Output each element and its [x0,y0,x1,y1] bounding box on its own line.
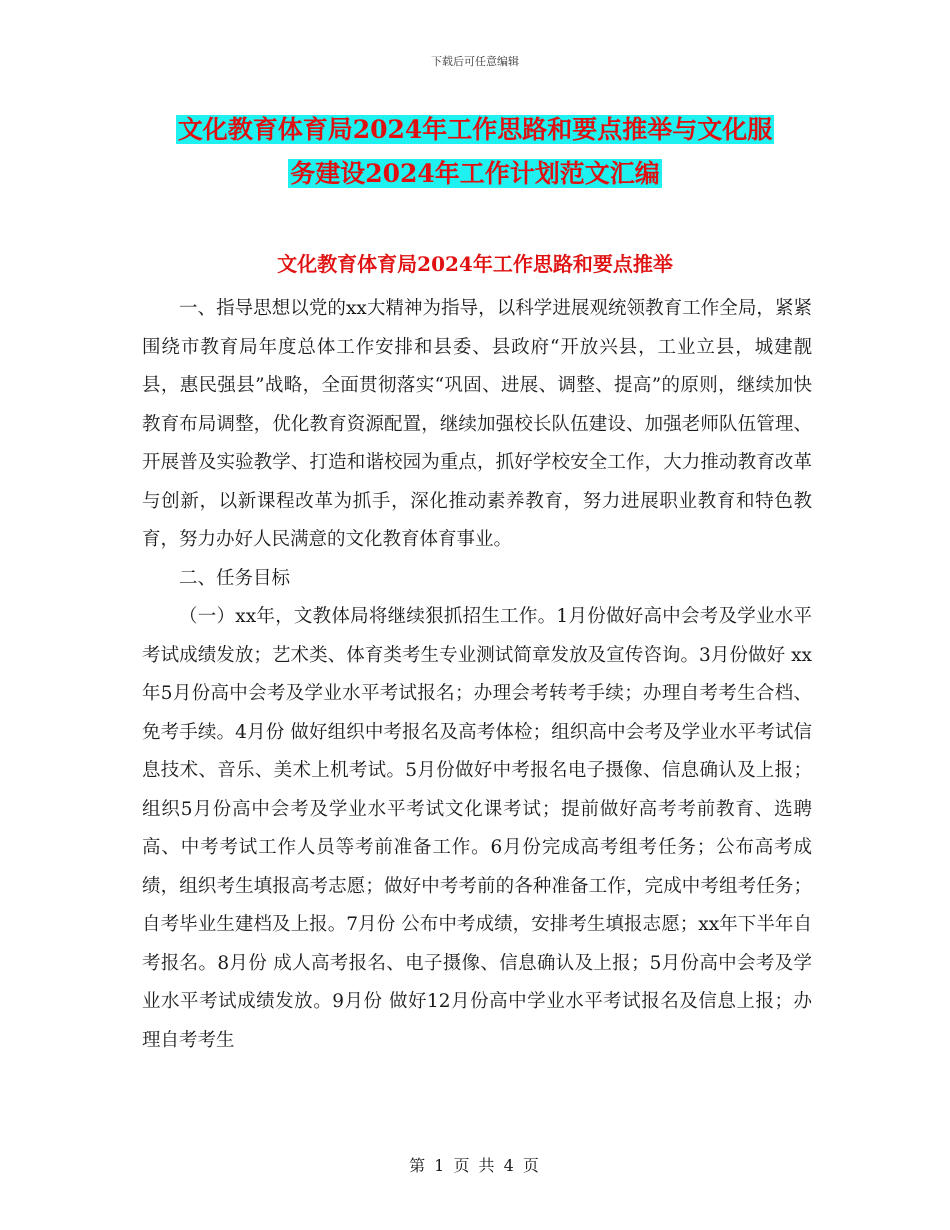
document-title-line-2 [0,154,950,194]
title-highlight-1: 文化教育体育局2024年工作思路和要点推举与文化服 [177,115,773,144]
document-title-line-1 [0,110,950,150]
paragraph-task-heading: 二、任务目标 [179,567,291,589]
document-body [142,290,812,1060]
header-note: 下载后可任意编辑 [431,55,519,68]
paragraph-enrollment-work: （一）xx年，文教体局将继续狠抓招生工作。1月份做好高中会考及学业水平考试成绩发放；艺术类、体育类考生专业测试简章发放及宣传咨询。3月份做好 xx年5月份高中会考及学业水平考试报名；办理会考转考手续；办理自考考生合档、免考手续。4月份 做好组织中考报名及高考体检；组织高中会考及学业水平考试信息技术、音乐、美术上机考试。5月份做好中考报名电子摄像、信息确认及上报；组织5月份高中会考及学业水平考试文化课考试；提前做好高考考前教育、选聘高、中考考试工作人员等考前准备工作。6月份完成高考组考任务；公布高考成绩，组织考生填报高考志愿；做好中考考前的各种准备工作，完成中考组考任务；自考毕业生建档及上报。7月份 公布中考成绩，安排考生填报志愿；xx年下半年自考报名。8月份 成人高考报名、电子摄像、信息确认及上报；5月份高中会考及学业水平考试成绩发放。9月份 做好12月份高中学业水平考试报名及信息上报；办理自考考生 [142,606,812,1051]
section-title: 文化教育体育局2024年工作思路和要点推举 [277,252,673,276]
title-highlight-2: 务建设2024年工作计划范文汇编 [290,159,660,188]
page-number-footer: 第 1 页 共 4 页 [409,1156,541,1175]
paragraph-guiding-ideology: 一、指导思想以党的xx大精神为指导，以科学进展观统领教育工作全局，紧紧围绕市教育局年度总体工作安排和县委、县政府“开放兴县，工业立县，城建靓县，惠民强县”战略，全面贯彻落实“巩固、进展、调整、提高”的原则，继续加快教育布局调整，优化教育资源配置，继续加强校长队伍建设、加强老师队伍管理、开展普及实验教学、打造和谐校园为重点，抓好学校安全工作，大力推动教育改革与创新，以新课程改革为抓手，深化推动素养教育，努力进展职业教育和特色教育，努力办好人民满意的文化教育体育事业。 [142,298,812,550]
